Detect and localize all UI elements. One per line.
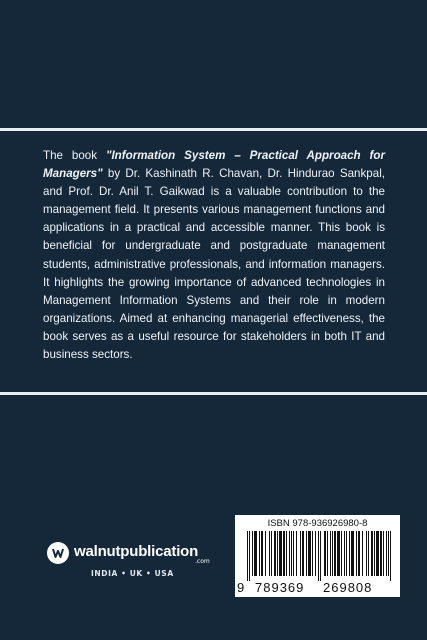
barcode-bar bbox=[247, 531, 248, 581]
barcode-bar bbox=[271, 531, 272, 576]
barcode-bar bbox=[386, 531, 387, 576]
barcode-bar bbox=[358, 531, 360, 576]
publisher-block bbox=[45, 542, 225, 582]
publisher-regions: INDIA • UK • USA bbox=[91, 569, 174, 578]
barcode-bar bbox=[296, 531, 297, 576]
book-title: "Information System – Practical Approach for Managers" bbox=[43, 149, 386, 181]
barcode-digits-right: 269808 bbox=[323, 580, 373, 595]
barcode-bar bbox=[368, 531, 369, 576]
barcode-bar bbox=[324, 531, 326, 576]
isbn-barcode bbox=[235, 515, 400, 597]
barcode-bar bbox=[349, 531, 350, 576]
barcode-bar bbox=[312, 531, 313, 576]
barcode-bar bbox=[308, 531, 311, 576]
barcode-bar bbox=[366, 531, 367, 576]
barcode-bar bbox=[289, 531, 290, 576]
barcode-bar bbox=[346, 531, 347, 576]
barcode-bar bbox=[383, 531, 384, 576]
barcode-bar bbox=[254, 531, 257, 576]
barcode-bar bbox=[252, 531, 253, 576]
barcode-bar bbox=[265, 531, 266, 576]
barcode-bar bbox=[277, 531, 278, 576]
barcode-bar bbox=[249, 531, 250, 581]
barcode-bar bbox=[306, 531, 307, 576]
bottom-divider bbox=[0, 392, 427, 395]
barcode-bar bbox=[390, 531, 391, 581]
barcode-bar bbox=[300, 531, 301, 576]
barcode-digits-left: 789369 bbox=[255, 580, 305, 595]
publisher-name: walnutpublication bbox=[74, 543, 199, 560]
walnut-logo-icon bbox=[47, 542, 69, 564]
barcode-bar bbox=[376, 531, 379, 576]
barcode-bar bbox=[269, 531, 270, 576]
back-cover-blurb bbox=[43, 147, 385, 364]
barcode-bar bbox=[371, 531, 373, 576]
barcode-bar bbox=[380, 531, 382, 576]
barcode-bar bbox=[320, 531, 321, 581]
barcode-bar bbox=[315, 531, 316, 576]
barcode-bar bbox=[356, 531, 357, 576]
barcode-bar bbox=[351, 531, 354, 576]
barcode-bars bbox=[247, 531, 392, 581]
barcode-bar bbox=[344, 531, 345, 576]
barcode-bar bbox=[362, 531, 363, 576]
barcode-bar bbox=[274, 531, 276, 576]
barcode-bar bbox=[293, 531, 294, 576]
barcode-bar bbox=[279, 531, 282, 576]
barcode-digit-first: 9 bbox=[237, 580, 246, 595]
barcode-bar bbox=[261, 531, 263, 576]
publisher-domain: .com bbox=[195, 558, 210, 565]
barcode-bar bbox=[302, 531, 304, 576]
blurb-intro: The book bbox=[43, 149, 106, 162]
blurb-body: by Dr. Kashinath R. Chavan, Dr. Hindurao Sankpal, and Prof. Dr. Anil T. Gaikwad is a valuable contribution to the management field. It presents various management functions and applications in a practical and accessible manner. This book is beneficial for undergraduate and postgraduate management students, administrative professionals, and information managers. It highlights the growing importance of advanced technologies in Management Information Systems and their role in modern organizations. Aimed at enhancing managerial effectiveness, the book serves as a useful resource for stakeholders in both IT and business sectors. bbox=[43, 167, 385, 362]
top-divider bbox=[0, 128, 427, 131]
barcode-bar bbox=[341, 531, 342, 576]
barcode-bar bbox=[374, 531, 375, 576]
isbn-label: ISBN 978-936926980-8 bbox=[267, 518, 368, 529]
barcode-bar bbox=[327, 531, 328, 576]
barcode-bar bbox=[334, 531, 336, 576]
barcode-bar bbox=[332, 531, 333, 576]
barcode-bar bbox=[283, 531, 285, 576]
barcode-bar bbox=[259, 531, 260, 576]
barcode-bar bbox=[388, 531, 389, 576]
barcode-bar bbox=[337, 531, 340, 576]
barcode-bar bbox=[286, 531, 287, 576]
barcode-bar bbox=[330, 531, 331, 576]
barcode-bar bbox=[318, 531, 319, 581]
barcode-bar bbox=[291, 531, 292, 576]
